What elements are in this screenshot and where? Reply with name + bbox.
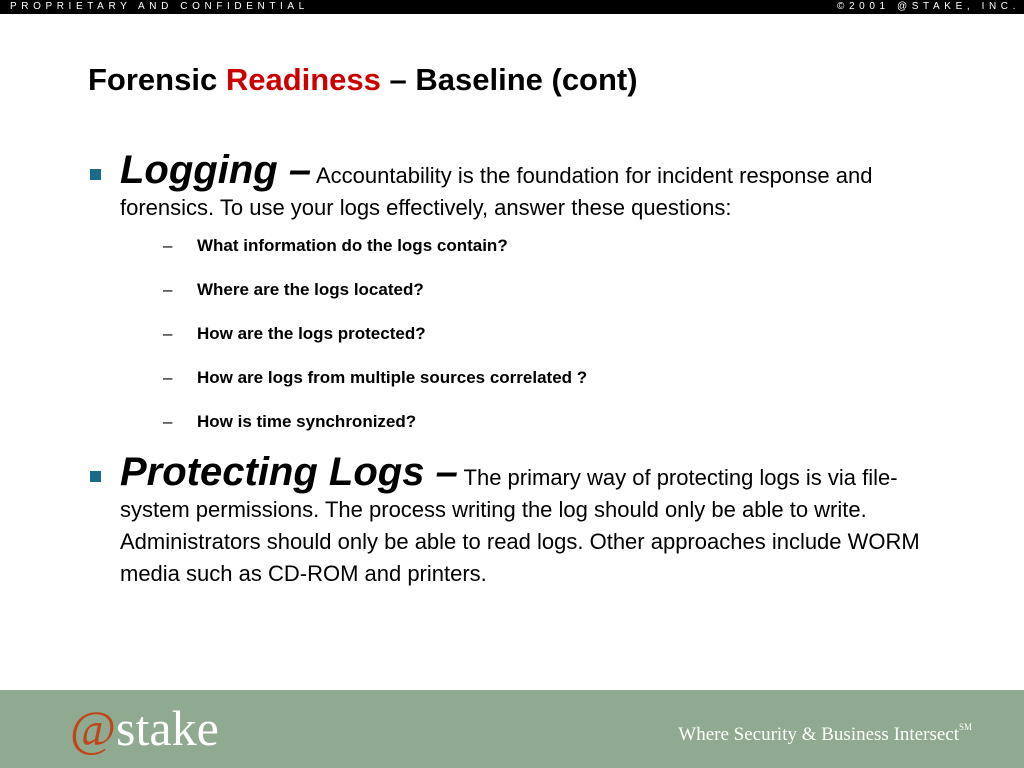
sub-bullet-text: How is time synchronized? bbox=[197, 412, 417, 431]
service-mark: SM bbox=[958, 722, 972, 732]
sub-bullet-item bbox=[120, 412, 948, 432]
slide-body bbox=[88, 148, 948, 590]
dash-bullet-icon: – bbox=[163, 280, 173, 299]
sub-bullet-item bbox=[120, 236, 948, 256]
title-highlight: Readiness bbox=[225, 62, 381, 97]
bullet-logging bbox=[88, 148, 948, 432]
slide-title bbox=[88, 62, 638, 98]
logo-name: stake bbox=[116, 700, 219, 756]
sub-bullet-text: How are logs from multiple sources correlated ? bbox=[197, 368, 588, 387]
title-suffix: – Baseline (cont) bbox=[380, 62, 638, 97]
dash-bullet-icon: – bbox=[163, 324, 173, 343]
sub-bullet-item bbox=[120, 280, 948, 300]
confidential-banner bbox=[0, 0, 1024, 14]
dash-bullet-icon: – bbox=[163, 368, 173, 387]
bullet-heading: Protecting Logs – bbox=[120, 450, 458, 494]
sub-bullet-text: How are the logs protected? bbox=[197, 324, 426, 343]
footer-tagline bbox=[678, 724, 972, 746]
title-prefix: Forensic bbox=[88, 62, 226, 97]
confidential-label: PROPRIETARY AND CONFIDENTIAL bbox=[10, 1, 309, 12]
logo-at-sign: @ bbox=[70, 700, 117, 756]
square-bullet-icon bbox=[90, 169, 101, 180]
sub-bullet-list bbox=[120, 236, 948, 432]
bullet-heading: Logging – bbox=[120, 148, 312, 192]
stake-logo bbox=[70, 698, 219, 758]
dash-bullet-icon: – bbox=[163, 236, 173, 255]
dash-bullet-icon: – bbox=[163, 412, 173, 431]
sub-bullet-text: What information do the logs contain? bbox=[197, 236, 508, 255]
sub-bullet-item bbox=[120, 324, 948, 344]
bullet-protecting-logs bbox=[88, 450, 948, 590]
tagline-text: Where Security & Business Intersect bbox=[678, 724, 959, 745]
square-bullet-icon bbox=[90, 471, 101, 482]
bullet-text: Accountability is the foundation for incident response and forensics. To use your logs effectively, answer these questions: bbox=[120, 163, 873, 220]
footer-band bbox=[0, 690, 1024, 768]
sub-bullet-text: Where are the logs located? bbox=[197, 280, 424, 299]
copyright-label: ©2001 @STAKE, INC. bbox=[837, 1, 1020, 12]
sub-bullet-item bbox=[120, 368, 948, 388]
bullet-text: The primary way of protecting logs is via file-system permissions. The process writing the log should only be able to write. Administrators should only be able to read logs. Other approaches include WORM media such as CD-ROM and printers. bbox=[120, 465, 920, 586]
